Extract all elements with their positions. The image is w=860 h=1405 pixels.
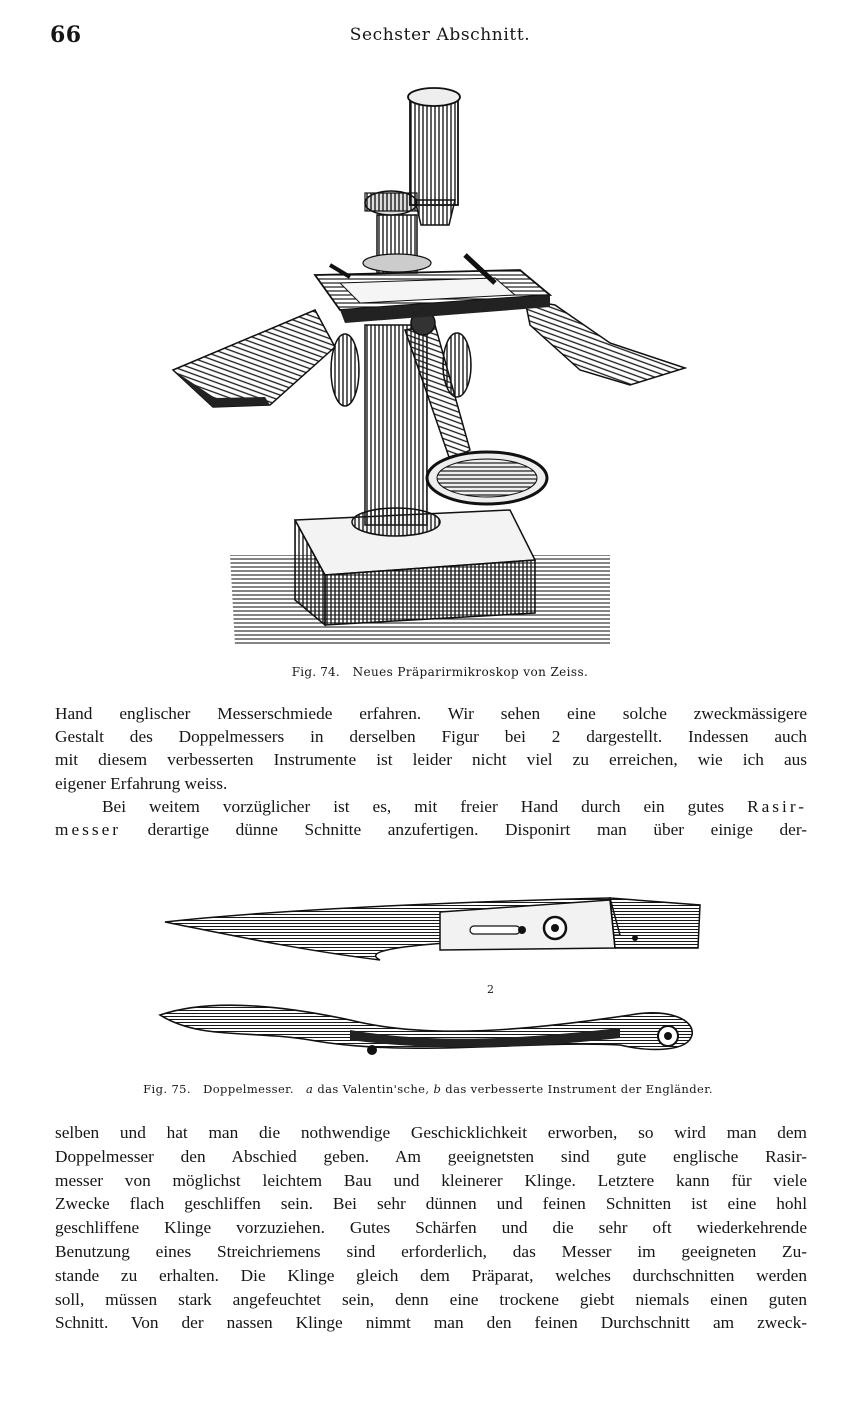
text-line: Doppelmesser den Abschied geben. Am geeignetsten sind gute englische Rasir- [55, 1146, 807, 1166]
text-line: Zwecke flach geschliffen sein. Bei sehr dünnen und feinen Schnitten ist eine hohl [55, 1194, 807, 1214]
text-line: stande zu erhalten. Die Klinge gleich dem Präparat, welches durchschnitten werden [55, 1265, 807, 1285]
text-line: selben und hat man die nothwendige Geschicklichkeit erworben, so wird man dem [55, 1123, 807, 1142]
page-number: 66 [50, 22, 82, 48]
figure-75-label-b: b [433, 1082, 442, 1096]
figure-75-number: Fig. 75. [143, 1082, 191, 1096]
figure-75-label-a: a [306, 1082, 314, 1096]
figure-74-microscope [165, 85, 700, 655]
text-line [55, 795, 807, 818]
figure-75-title: Doppelmesser. [203, 1082, 294, 1096]
text-span: derartige dünne Schnitte anzufertigen. Disponirt man über einige der- [121, 820, 807, 840]
text-line: geschliffene Klinge vorzuziehen. Gutes Schärfen und die sehr oft wiederkehrende [55, 1218, 807, 1238]
text-line [55, 818, 807, 841]
text-line: mit diesem verbesserten Instrumente ist leider nicht viel zu erreichen, wie ich aus [55, 750, 807, 770]
figure-75-text-a: das Valentin'sche, [313, 1082, 434, 1096]
text-line: Hand englischer Messerschmiede erfahren. Wir sehen eine solche zweckmässigere [55, 704, 807, 723]
paragraph-3 [55, 1121, 807, 1335]
microscope-engraving [165, 85, 700, 655]
emphasis-messer: messer [55, 820, 121, 840]
figure-75-label-2: 2 [487, 983, 494, 996]
emphasis-rasir: Rasir- [747, 796, 807, 816]
figure-75-knives [150, 880, 720, 1065]
text-line: Gestalt des Doppelmessers in derselben Figur bei 2 dargestellt. Indessen auch [55, 727, 807, 747]
text-line: soll, müssen stark angefeuchtet sein, denn eine trockene giebt niemals einen guten [55, 1289, 807, 1309]
figure-75-text-b: das verbesserte Instrument der Engländer. [441, 1082, 713, 1096]
figure-74-number: Fig. 74. [291, 665, 340, 679]
figure-74-title: Neues Präparirmikroskop von Zeiss. [352, 665, 589, 679]
figure-75-caption [0, 1082, 858, 1096]
figure-74-caption [10, 665, 860, 679]
knives-engraving [150, 880, 720, 1065]
text-line: messer von möglichst leichtem Bau und kleinerer Klinge. Letztere kann für viele [55, 1170, 807, 1190]
text-span: Bei weitem vorzüglicher ist es, mit freier Hand durch ein gutes [102, 796, 748, 816]
running-title: Sechster Abschnitt. [349, 25, 531, 45]
text-line: eigener Erfahrung weiss. [55, 773, 228, 793]
paragraph-1 [55, 702, 807, 841]
text-line: Schnitt. Von der nassen Klinge nimmt man den feinen Durchschnitt am zweck- [55, 1313, 807, 1333]
text-line: Benutzung eines Streichriemens sind erforderlich, das Messer im geeigneten Zu- [55, 1241, 807, 1261]
